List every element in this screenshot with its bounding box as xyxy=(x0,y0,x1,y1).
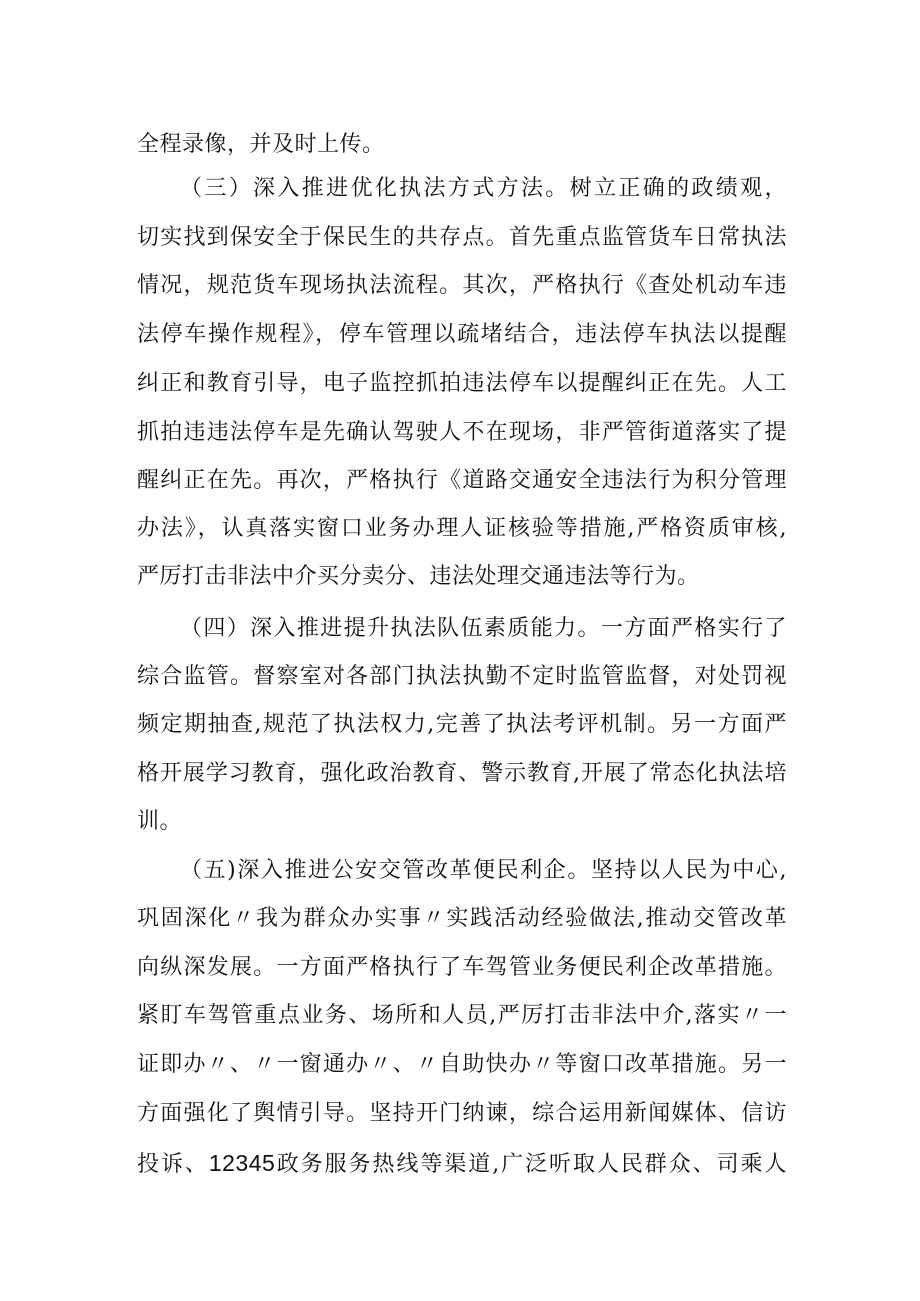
text-line: 纠正和教育引导，电子监控抓拍违法停车以提醒纠正在先。人工 xyxy=(137,371,787,396)
text-line-with-number xyxy=(137,1143,787,1183)
text-line: 情况，规范货车现场执法流程。其次，严格执行《查处机动车违 xyxy=(137,273,787,298)
text-line: 综合监管。督察室对各部门执法执勤不定时监管监督，对处罚视 xyxy=(137,664,787,689)
text-line: 方面强化了舆情引导。坚持开门纳谏，综合运用新闻媒体、信访 xyxy=(137,1101,787,1126)
text-line: 办法》，认真落实窗口业务办理人证核验等措施,严格资质审核, xyxy=(137,516,787,541)
text-line: 全程录像，并及时上传。 xyxy=(137,132,385,157)
text-line: 向纵深发展。一方面严格执行了车驾管业务便民利企改革措施。 xyxy=(137,955,787,980)
text-line: 紧盯车驾管重点业务、场所和人员,严厉打击非法中介,落实〃一 xyxy=(137,1003,787,1028)
text-line: （五)深入推进公安交管改革便民利企。坚持以人民为中心, xyxy=(180,858,787,883)
text-line: 格开展学习教育，强化政治教育、警示教育,开展了常态化执法培 xyxy=(137,761,787,786)
text-line: 训。 xyxy=(137,809,183,834)
text-line: 巩固深化〃我为群众办实事〃实践活动经验做法,推动交管改革 xyxy=(137,906,787,931)
text-line: 严厉打击非法中介买分卖分、违法处理交通违法等行为。 xyxy=(137,564,700,589)
text-line: 频定期抽查,规范了执法权力,完善了执法考评机制。另一方面严 xyxy=(137,712,787,737)
text-line: 抓拍违违法停车是先确认驾驶人不在现场，非严管街道落实了提 xyxy=(137,420,787,445)
text-line: （四）深入推进提升执法队伍素质能力。一方面严格实行了 xyxy=(180,616,787,641)
text-fragment: 投诉、 xyxy=(137,1152,209,1177)
text-line: 证即办〃、〃一窗通办〃、〃自助快办〃等窗口改革措施。另一 xyxy=(137,1052,787,1077)
text-line: 醒纠正在先。再次，严格执行《道路交通安全违法行为积分管理 xyxy=(137,468,787,493)
text-fragment: 政务服务热线等渠道,广泛听取人民群众、司乘人 xyxy=(275,1152,787,1177)
hotline-number: 12345 xyxy=(208,1150,276,1176)
text-line: （三）深入推进优化执法方式方法。树立正确的政绩观， xyxy=(180,176,787,201)
text-line: 切实找到保安全于保民生的共存点。首先重点监管货车日常执法 xyxy=(137,225,787,250)
text-line: 法停车操作规程》，停车管理以疏堵结合，违法停车执法以提醒 xyxy=(137,322,787,347)
